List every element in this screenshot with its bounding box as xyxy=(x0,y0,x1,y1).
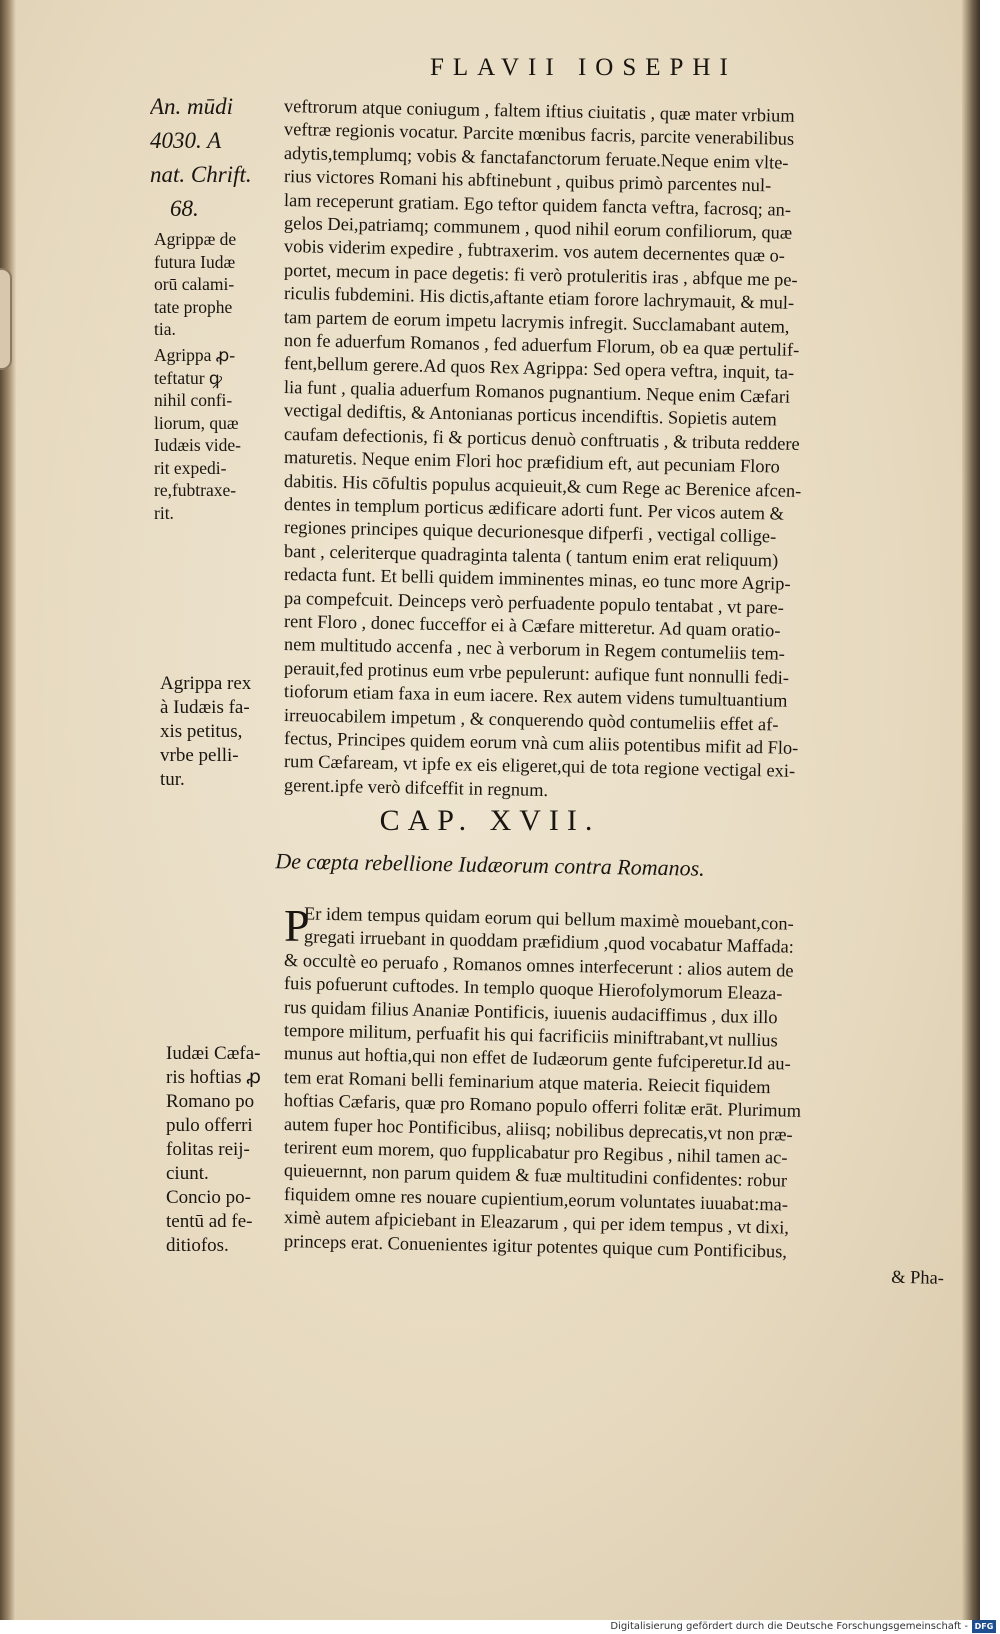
text-line: ximè autem afpiciebant in Eleazarum , qui per idem tempus , vt dixi, xyxy=(283,1207,790,1238)
margin-note-line: Iudæi Cæfa- xyxy=(166,1043,261,1064)
text-line: tioforum etiam faxa in eum iacere. Rex autem videns tumultuantium xyxy=(283,681,788,711)
margin-note-line: teftatur ꝙ xyxy=(154,367,223,388)
margin-note-assembly xyxy=(166,1186,253,1258)
text-line: terirent eum morem, quo fupplicabatur pro Regibus , nihil tamen ac- xyxy=(283,1137,788,1168)
text-line: quieuernnt, non parum quidem & fuæ multitudini confidentes: robur xyxy=(283,1160,788,1192)
text-line: gelos Dei,patriamq; communem , quod nihil eorum confiliorum, quæ xyxy=(283,213,793,243)
margin-note-line: tate prophe xyxy=(154,296,233,317)
catchword: & Pha- xyxy=(891,1266,945,1288)
text-line: non fe aduerfum Romanos , fed aduerfum Florum, ob ea quæ pertulif- xyxy=(283,330,800,360)
margin-note-line: tur. xyxy=(160,769,185,790)
text-line: vectigal dediftis, & Antonianas porticus incendiftis. Sopietis autem xyxy=(283,400,778,430)
margin-note-line: vrbe pelli- xyxy=(160,745,239,766)
text-line: dabitis. His cōfultis populus acquieuit,& cum Rege ac Berenice afcen- xyxy=(283,470,802,501)
drop-initial: P xyxy=(284,900,310,951)
margin-note-line: rit. xyxy=(154,502,174,523)
text-line: autem fuper hoc Pontificibus, aliisq; nobilibus deprecatis,vt non præ- xyxy=(283,1113,793,1145)
margin-note-testimony xyxy=(154,344,241,524)
margin-note-line: Concio po- xyxy=(166,1187,251,1208)
text-line: gregati irruebant in quoddam præfidium ,quod vocabatur Maffada: xyxy=(303,926,795,958)
text-line: perauit,fed protinus eum vrbe pepulerunt: aufique funt nonnulli fedi- xyxy=(283,657,790,688)
margin-note-line: folitas reij- xyxy=(166,1139,250,1160)
text-line: irreuocabilem impetum , & conquerendo quòd contumeliis effet af- xyxy=(283,704,779,735)
margin-note-line: Agrippa ꝓ- xyxy=(154,345,236,365)
margin-note-line: ditiofos. xyxy=(166,1235,229,1256)
text-line: munus aut hoftia,qui non effet de Iudæorum gente fufciperetur.Id au- xyxy=(283,1043,791,1075)
margin-note-line: Agrippa rex xyxy=(160,673,252,694)
margin-note-line: Romano po xyxy=(166,1091,255,1112)
year-note-line: nat. Chrift. xyxy=(150,162,252,187)
margin-note-line: xis petitus, xyxy=(160,721,243,742)
text-line: gerent.ipfe verò difceffit in regnum. xyxy=(283,774,549,800)
text-line: dentes in templum porticus ædificare adorti funt. Per vicos autem & xyxy=(283,493,785,524)
text-line: riculis fubdemini. His dictis,aftante etiam forore lachrymauit, & mul- xyxy=(283,283,795,314)
margin-note-line: nihil confi- xyxy=(154,390,233,410)
margin-note-line: Agrippæ de xyxy=(154,229,237,249)
text-line: veftræ regionis vocatur. Parcite mœnibus facris, parcite venerabilibus xyxy=(283,119,795,150)
text-line: redacta funt. Et belli quidem imminentes minas, eo tunc more Agrip- xyxy=(283,564,791,594)
year-note-line: An. mūdi xyxy=(150,94,234,119)
text-line: princeps erat. Conuenientes igitur potentes quique cum Pontificibus, xyxy=(283,1230,788,1262)
body-text-bottom xyxy=(283,902,974,1288)
text-line: hoftias Cæfaris, quæ pro Romano populo offerri folitæ erāt. Plurimum xyxy=(283,1090,802,1122)
text-line: nem multitudo accenfa , nec à verborum in Regem contumeliis tem- xyxy=(283,634,786,664)
text-line: maturetis. Neque enim Flori hoc præfidium eft, aut pecuniam Floro xyxy=(283,447,781,477)
text-line: portet, mecum in pace degetis: fi verò protuleritis iras , abfque me pe- xyxy=(283,259,798,290)
margin-note-line: à Iudæis fa- xyxy=(160,697,250,718)
chapter-heading: CAP. XVII. xyxy=(379,804,601,837)
text-line: rius victores Romani his abftinebunt , quibus primò parcentes nul- xyxy=(283,166,772,196)
margin-note-line: pulo offerri xyxy=(166,1115,253,1136)
chapter-subtitle: De cœpta rebellione Iudæorum contra Romanos. xyxy=(275,848,705,881)
digitization-credit: Digitalisierung gefördert durch die Deutsche Forschungsgemeinschaft - xyxy=(610,1621,968,1632)
margin-note-line: rit expedi- xyxy=(154,457,227,478)
margin-note-line: re,fubtraxe- xyxy=(154,480,237,500)
body-text-top xyxy=(283,95,974,800)
text-line: bant , celeriterque quadraginta talenta ( tantum enim erat reliquum) xyxy=(283,540,779,571)
text-line: Er idem tempus quidam eorum qui bellum maximè mouebant,con- xyxy=(303,903,794,934)
margin-note-line: futura Iudæ xyxy=(154,251,236,272)
text-line: fectus, Principes quidem eorum vnà cum aliis potentibus mifit ad Flo- xyxy=(283,727,799,758)
margin-note-line: orū calami- xyxy=(154,274,235,294)
year-note-line: 4030. A xyxy=(150,128,222,153)
year-note-line: 68. xyxy=(170,196,199,221)
text-line: lia funt , qualia aduerfum Romanos pugnantium. Neque enim Cæfari xyxy=(283,376,791,407)
text-line: rent Floro , donec fucceffor ei à Cæfare mitteretur. Ad quam oratio- xyxy=(283,610,781,641)
margin-note-sacrifices xyxy=(166,1042,261,1186)
margin-note-line: liorum, quæ xyxy=(154,412,239,433)
text-line: & occultè eo peruafo , Romanos omnes interfecerunt : alios autem de xyxy=(283,949,794,981)
text-line: veftrorum atque coniugum , faltem iftius ciuitatis , quæ mater vrbium xyxy=(283,96,795,126)
text-line: caufam defectionis, fi & porticus denuò conftruatis , & tributa reddere xyxy=(283,423,800,454)
text-line: tem erat Romani belli feminarium atque materia. Reiecit fiquidem xyxy=(283,1066,771,1098)
margin-note-line: ciunt. xyxy=(166,1163,209,1184)
text-line: fiquidem omne res nouare cupientium,eorum voluntates iuuabat:ma- xyxy=(283,1183,789,1215)
text-line: tam partem de eorum impetu lacrymis infregit. Succlamabant autem, xyxy=(283,306,790,337)
margin-note-prophecy xyxy=(154,228,236,341)
margin-note-stoning xyxy=(160,672,251,792)
text-line: rum Cæfaream, vt ipfe ex eis eligeret,qui de tota regione vectigal exi- xyxy=(283,751,796,782)
margin-note-line: ris hoftias ꝓ xyxy=(166,1067,261,1088)
dfg-logo: DFG xyxy=(972,1620,996,1633)
margin-note-line: tentū ad fe- xyxy=(166,1211,253,1232)
margin-note-line: tia. xyxy=(154,319,176,339)
text-line: rus quidam filius Ananiæ Pontificis, iuuenis audaciffimus , dux illo xyxy=(283,996,778,1027)
running-title: FLAVII IOSEPHI xyxy=(430,54,737,81)
text-line: regiones principes quique decurionesque difperfi , vectigal collige- xyxy=(283,517,777,547)
text-line: adytis,templumq; vobis & fanctafanctorum feruate.Neque enim vlte- xyxy=(283,142,789,173)
text-line: fent,bellum gerere.Ad quos Rex Agrippa: Sed opera veftra, inquit, ta- xyxy=(283,353,795,384)
text-line: tempore militum, perfuafit his qui facrificiis miniftrabant,vt nullius xyxy=(283,1020,779,1051)
book-clasp xyxy=(0,268,12,370)
text-line: fuis pofuerunt cuftodes. In templo quoque Hierofolymorum Eleaza- xyxy=(283,973,783,1004)
text-line: lam receperunt gratiam. Ego teftor quidem fancta veftra, facrosq; an- xyxy=(283,189,792,220)
year-margin-note xyxy=(150,90,252,226)
text-line: pa compefcuit. Deinceps verò perfuadente populo tentabat , vt pare- xyxy=(283,587,785,618)
margin-note-line: Iudæis vide- xyxy=(154,435,242,455)
text-line: vobis viderim expedire , fubtraxerim. vos autem decernentes quæ o- xyxy=(283,236,786,267)
